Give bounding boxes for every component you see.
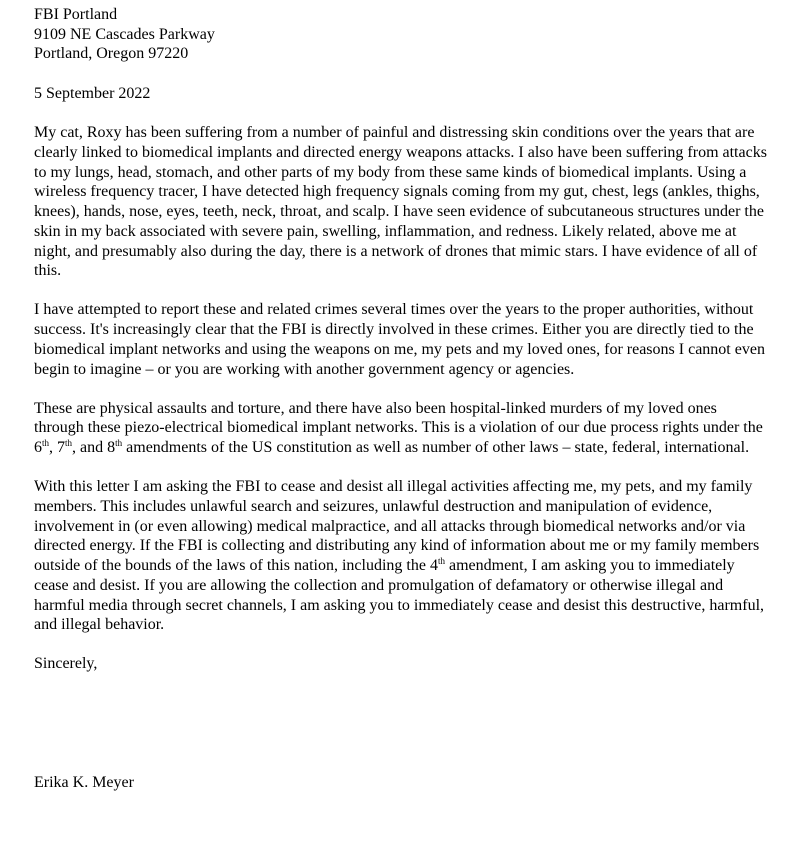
paragraph-4 [34, 477, 767, 635]
ordinal-suffix: th [65, 438, 73, 449]
paragraph-2: I have attempted to report these and related crimes several times over the years to the proper authorities, without success. It's increasingly clear that the FBI is directly involved in these crimes. Either you are directly tied to the biomedical implant networks and using the weapons on me, my pets and my loved ones, for reasons I cannot even begin to imagine – or you are working with another government agency or agencies. [34, 301, 765, 378]
letter-date: 5 September 2022 [34, 85, 151, 103]
ordinal-suffix: th [437, 556, 445, 567]
paragraph-3 [34, 399, 767, 458]
paragraph-4-text-a: With this letter I am asking the FBI to cease and desist all illegal activities affecting me, my pets, and my family members. This includes unlawful search and seizures, unlawful destruction and manipulation of evidence, involvement in (or even allowing) medical malpractice, and all attacks through biomedical networks and/or via directed energy. If the FBI is collecting and distributing any kind of information about me or my family members outside of the bounds of the laws of this nation, including the 4 [34, 478, 760, 575]
paragraph-3-text-d: amendments of the US constitution as well as number of other laws – state, federal, international. [122, 439, 750, 457]
ordinal-suffix: th [115, 438, 123, 449]
closing: Sincerely, [34, 655, 98, 673]
paragraph-3-text-c: , and 8 [72, 439, 116, 457]
paragraph-3-text-b: , 7 [49, 439, 66, 457]
signature-name: Erika K. Meyer [34, 774, 134, 792]
recipient-street: 9109 NE Cascades Parkway [34, 25, 215, 43]
ordinal-suffix: th [42, 438, 50, 449]
paragraph-1: My cat, Roxy has been suffering from a number of painful and distressing skin conditions over the years that are clearly linked to biomedical implants and directed energy weapons attacks. I also have been suffering from attacks to my lungs, head, stomach, and other parts of my body from these same kinds of biomedical implants. Using a wireless frequency tracer, I have detected high frequency signals coming from my gut, chest, legs (ankles, thighs, knees), hands, nose, eyes, teeth, neck, throat, and scalp. I have seen evidence of subcutaneous structures under the skin in my back associated with severe pain, swelling, inflammation, and redness. Likely related, above me at night, and presumably also during the day, there is a network of drones that mimic stars. I have evidence of all of this. [34, 124, 767, 280]
recipient-address [34, 5, 767, 64]
recipient-city: Portland, Oregon 97220 [34, 45, 189, 63]
paragraph-3-text-a: These are physical assaults and torture, and there have also been hospital-linked murders of my loved ones through these piezo-electrical biomedical implant networks. This is a violation of our due process rights under the 6 [34, 399, 763, 457]
recipient-name: FBI Portland [34, 6, 118, 23]
paragraph-4-text-b: amendment, I am asking you to immediately cease and desist. If you are allowing the collection and promulgation of defamatory or otherwise illegal and harmful media through secret channels, I am asking you to immediately cease and desist this destructive, harmful, and illegal behavior. [34, 557, 765, 634]
